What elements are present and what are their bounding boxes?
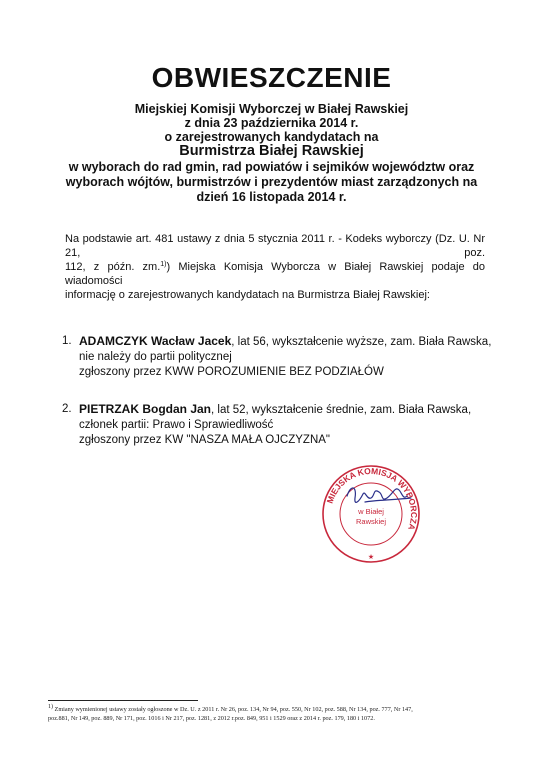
commission-stamp (307, 456, 435, 572)
intro-line-2-end: ) Miejska Komisja Wyborcza w Białej Rawskiej podaje do wiadomości (65, 261, 485, 287)
footnote-line-1 (48, 705, 498, 714)
footnote-line-2: poz.881, Nr 149, poz. 889, Nr 171, poz. 1016 i Nr 217, poz. 1281, z 2012 r.poz. 849, 951 i 1529 oraz z 2014 r. poz. 179, 180 i 1072. (48, 715, 375, 722)
stamp-seal (323, 466, 419, 562)
candidate-name: PIETRZAK Bogdan Jan (79, 402, 212, 416)
intro-paragraph (65, 232, 485, 302)
footnote-number: 1) (48, 704, 53, 710)
document-title: OBWIESZCZENIE (151, 62, 392, 93)
intro-line-1: Na podstawie art. 481 ustawy z dnia 5 stycznia 2011 r. - Kodeks wyborczy (Dz. U. Nr 21, poz. (65, 233, 485, 259)
intro-line-2 (65, 260, 485, 288)
candidate-nominated-by: zgłoszony przez KWW POROZUMIENIE BEZ PODZIAŁÓW (79, 366, 384, 378)
commission-name: Miejskiej Komisji Wyborczej w Białej Rawskiej (134, 102, 409, 116)
candidate-details: , lat 52, wykształcenie średnie, zam. Biała Rawska, (211, 404, 472, 416)
candidate-item (62, 334, 502, 380)
office-title: Burmistrza Białej Rawskiej (179, 143, 364, 159)
stamp-center-line-1: w Białej (358, 507, 384, 516)
stamp-star-icon: ★ (367, 554, 375, 561)
intro-line-2-start: 112, z późn. zm. (65, 261, 161, 273)
candidate-main-line (62, 402, 502, 418)
election-line-1: w wyborach do rad gmin, rad powiatów i sejmików województw oraz (68, 160, 475, 174)
candidate-number: 2. (62, 403, 72, 415)
candidate-name: ADAMCZYK Wacław Jacek (79, 334, 232, 348)
footnote-text-1: Zmiany wymienionej ustawy zostały ogłoszone w Dz. U. z 2011 r. Nr 26, poz. 134, Nr 94, poz. 550, Nr 102, poz. 588, Nr 134, poz. 777, Nr 147, (54, 706, 413, 713)
footnote-marker: 1) (160, 261, 167, 268)
candidate-party: nie należy do partii politycznej (79, 351, 232, 363)
intro-line-3: informację o zarejestrowanych kandydatach na Burmistrza Białej Rawskiej: (65, 289, 430, 301)
election-line-2: wyborach wójtów, burmistrzów i prezydentów miast zarządzonych na (65, 175, 478, 189)
election-line-3: dzień 16 listopada 2014 r. (196, 190, 347, 204)
footnote (48, 705, 498, 723)
footnote-divider (48, 700, 198, 701)
candidate-number: 1. (62, 335, 72, 347)
candidate-nominated-by: zgłoszony przez KW "NASZA MAŁA OJCZYZNA" (79, 434, 331, 446)
candidate-details: , lat 56, wykształcenie wyższe, zam. Biała Rawska, (231, 336, 492, 348)
announcement-date: z dnia 23 października 2014 r. (184, 116, 359, 130)
candidate-item (62, 402, 502, 448)
stamp-ring-text: MIEJSKA KOMISJA WYBORCZA (324, 465, 420, 532)
candidate-party: członek partii: Prawo i Sprawiedliwość (79, 419, 274, 431)
candidate-main-line (62, 334, 502, 350)
stamp-center-line-2: Rawskiej (355, 517, 387, 526)
announcement-subject: o zarejestrowanych kandydatach na (164, 130, 379, 144)
